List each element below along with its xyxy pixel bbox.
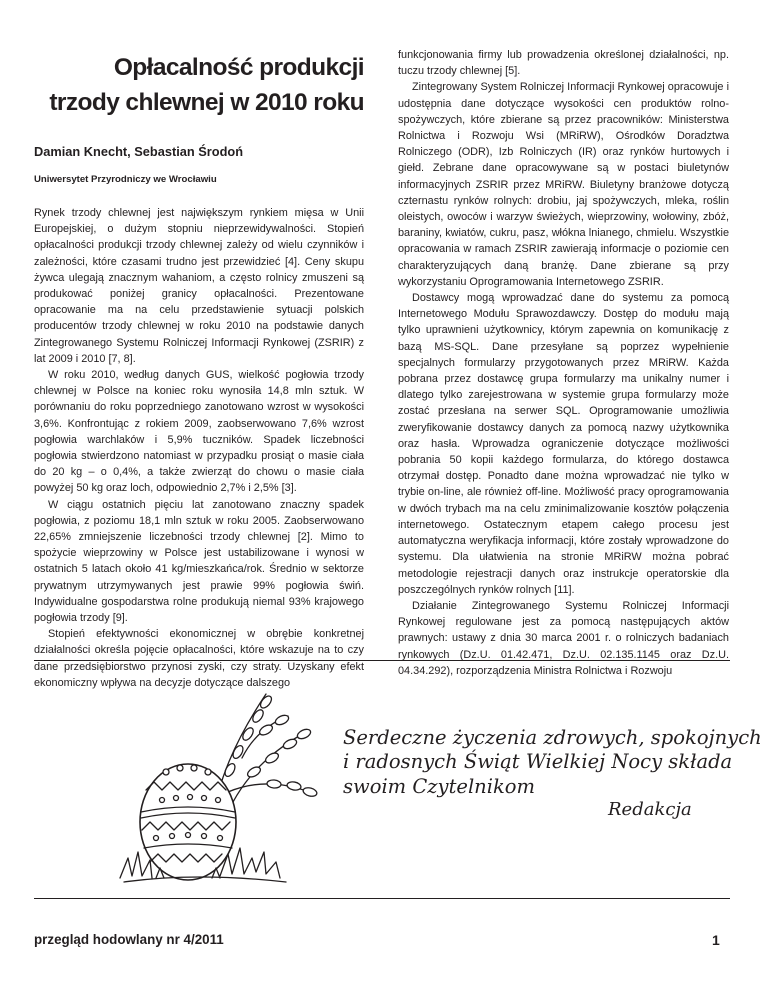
greeting-line: Serdeczne życzenia zdrowych, spokojnych	[343, 726, 762, 749]
greeting-signature: Redakcja	[608, 799, 692, 820]
paragraph: Działanie Zintegrowanego Systemu Rolniczej Informacji Rynkowej regulowane jest za pomocą następujących aktów prawnych: ustawy z dnia 30 marca 2001 r. o rolniczych badaniach rynkowych (Dz.U. 01.42.471, Dz.U. 02.135.1145 oraz Dz.U. 04.34.292), rozporządzenia Ministra Rolnictwa i Rozwoju	[398, 599, 729, 677]
authors: Damian Knecht, Sebastian Środoń	[34, 144, 244, 159]
article-title	[34, 50, 364, 120]
page-number: 1	[712, 932, 720, 948]
title-line-2: trzody chlewnej w 2010 roku	[49, 89, 364, 116]
paragraph: funkcjonowania firmy lub prowadzenia określonej działalności, np. tuczu trzody chlewnej [5].	[398, 49, 729, 78]
title-line-1: Opłacalność produkcji	[113, 54, 364, 81]
greeting-line: i radosnych Świąt Wielkiej Nocy składa	[343, 750, 733, 773]
left-column	[34, 173, 364, 691]
paragraph: Dostawcy mogą wprowadzać dane do systemu za pomocą Internetowego Modułu Sprawozdawczy. Dostęp do modułu mają tylko uprawnieni użytkownicy, którym zapewnia on komunikację z bazą MS-SQL. Dane przesyłane są poprzez wypełnienie specjalnych formularzy przygotowanych przez MRiRW. Każda pobrana przez dostawcę grupa formularzy ma unikalny numer i dlatego tylko zarejestrowana w systemie grupa formularzy może zostać przesłana na serwer SQL. Oprogramowanie umożliwia zweryfikowanie dostawcy danych za pomocą nazwy użytkownika oraz hasła. Wprowadza ograniczenie dotyczące możliwości pobrania 50 kopii każdego formularza, do którego dostawca otrzymał dostęp. Ponadto dane można wprowadzać nie tylko w trybie on-line, ale również off-line. Możliwość pracy oprogramowania w dwóch trybach ma na celu zminimalizowanie kosztów połączenia internetowego. Ostatecznym etapem całego procesu jest automatyczna weryfikacja informacji, które zostały wprowadzone do systemu. Dla ułatwienia na stronie MRiRW można pobrać metodologie rejestracji danych oraz instrukcje operatorskie dla poszczególnych rynków rolnych [11].	[398, 292, 729, 596]
paragraph: Rynek trzody chlewnej jest największym rynkiem mięsa w Unii Europejskiej, o dużym stopniu nieprzewidywalności. Stopień opłacalności produkcji trzody chlewnej zależy od wielu czynników i zależności, które czasami trudno jest przewidzieć [4]. Ceny skupu żywca ulegają znacznym wahaniom, a często rolnicy zmuszeni są produkować poniżej granicy opłacalności. Prezentowane opracowanie ma na celu przedstawienie sytuacji polskich producentów trzody chlewnej w roku 2010 na podstawie danych Zintegrowanego Systemu Rolniczej Informacji Rynkowej (ZSRIR) z lat 2009 i 2010 [7, 8].	[34, 207, 364, 365]
affiliation: Uniwersytet Przyrodniczy we Wrocławiu	[34, 174, 217, 185]
greeting-line: swoim Czytelnikom	[343, 775, 536, 798]
paragraph: Zintegrowany System Rolniczej Informacji Rynkowej opracowuje i udostępnia dane dotyczące wysokości cen produktów rolno-spożywczych, które zbierane są przez pracowników: Ministerstwa Rolnictwa i Rozwoju Wsi (MRiRW), Ośrodków Doradztwa Rolniczego (ODR), Izb Rolniczych (IR) oraz rynków hurtowych i giełd. Zebrane dane opracowywane są w postaci biuletynów informacyjnych ZSRIR przez MRiRW. Biuletyny branżowe dotyczą czternastu rynków rolnych: drobiu, jaj spożywczych, mleka, roślin oleistych, owoców i warzyw świeżych, wieprzowiny, wołowiny, zbóż, baraniny, kwiatów, cukru, pasz, włókna lnianego, chmielu. Wszystkie opracowania w ramach ZSRIR zawierają informacje o poziomie cen charakteryzujących daną branżę. Dane zbierane są przy wykorzystaniu Oprogramowania Internetowego ZSRIR.	[398, 81, 729, 288]
easter-egg-illustration	[116, 672, 328, 887]
paragraph: Stopień efektywności ekonomicznej w obrębie konkretnej działalności określa pojęcie opłacalności, które wskazuje na to czy dane przedsiębiorstwo przynosi zyski, czy straty. Uzyskany efekt ekonomiczny wpływa na decyzje dotyczące dalszego	[34, 628, 364, 689]
right-column	[398, 47, 729, 679]
footer-journal-name: przegląd hodowlany nr 4/2011	[34, 932, 224, 947]
paragraph: W ciągu ostatnich pięciu lat zanotowano znaczny spadek pogłowia, z poziomu 18,1 mln sztuk w roku 2005. Zaobserwowano 22,65% zmniejszenie liczebności trzody chlewnej [2]. Mimo to spożycie wieprzowiny w Polsce jest ustabilizowane i wynosi w ostatnich 5 latach około 41 kg/mieszkańca/rok. Średnio w sektorze prywatnym utrzymywanych jest prawie 99% pogłowia świń. Indywidualne gospodarstwa rolne produkują niemal 93% krajowego pogłowia trzody [9].	[34, 498, 364, 625]
paragraph: W roku 2010, według danych GUS, wielkość pogłowia trzody chlewnej w Polsce na koniec roku wynosiła 14,8 mln sztuk. W porównaniu do roku poprzedniego zanotowano wzrost w wysokości 3,6%. Konfrontując z rokiem 2009, zaobserwowano 7,6% wzrost pogłowia warchlaków i 5,9% tuczników. Spadek liczebności pogłowia stwierdzono natomiast w przypadku prosiąt o masie ciała do 20 kg – o 0,4%, a także zwierząt do chowu o masie ciała powyżej 50 kg oraz loch, odpowiednio 2,7% i 2,5% [3].	[34, 369, 364, 495]
easter-egg-icon	[140, 764, 236, 880]
divider-bottom	[34, 898, 730, 899]
divider-top	[34, 660, 730, 661]
